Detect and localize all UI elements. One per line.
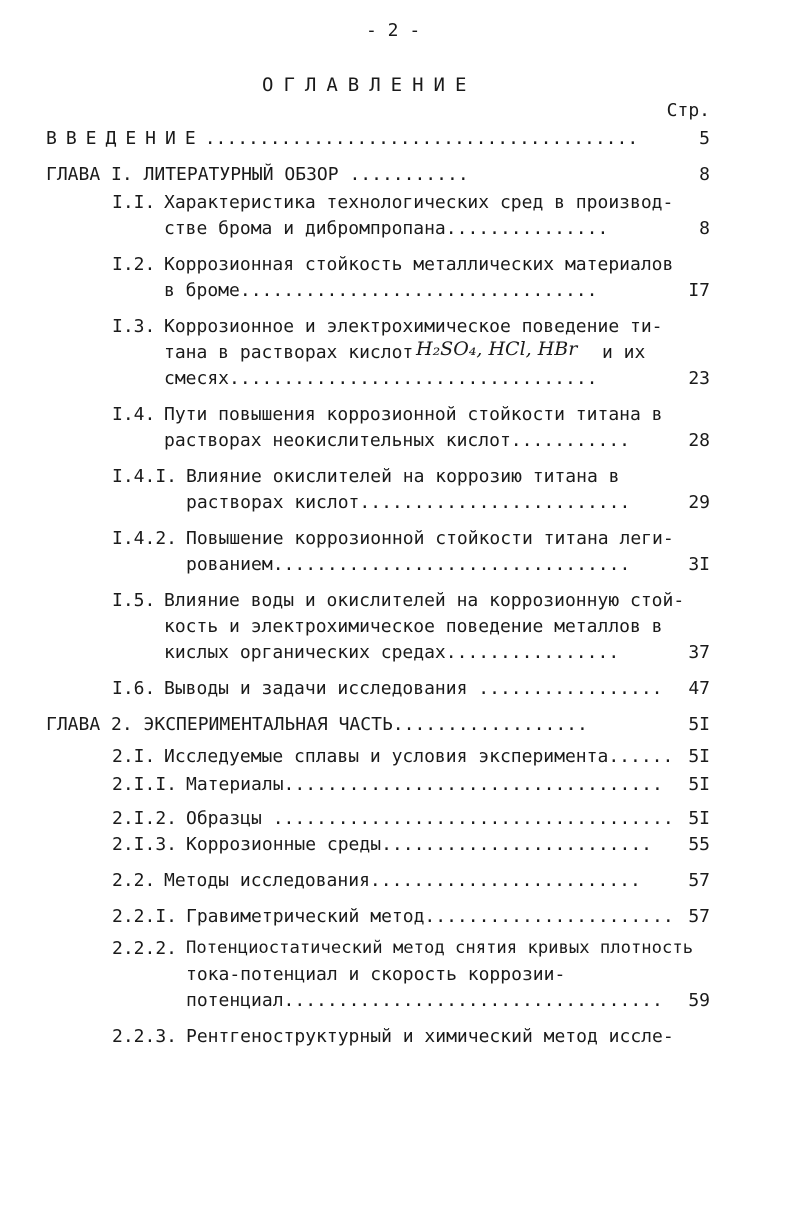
toc-leader-dots: ....................... (424, 906, 674, 927)
toc-leader-dots: ................ (445, 642, 620, 663)
handwritten-acid-formula: H₂SO₄, HCl, HBr (416, 338, 578, 360)
toc-entry-line[interactable]: в броме................................. (164, 280, 598, 301)
toc-page-number: 28 (688, 430, 710, 451)
toc-entry-line[interactable]: Исследуемые сплавы и условия эксперимента...... (164, 746, 674, 767)
toc-page-number: 5I (688, 774, 710, 795)
toc-page-number: 47 (688, 678, 710, 699)
toc-leader-dots: ................................... (283, 990, 663, 1011)
toc-leader-dots: .................................. (229, 368, 598, 389)
toc-entry-number: I.2. (112, 254, 156, 275)
toc-entry-line[interactable]: Пути повышения коррозионной стойкости титана в (164, 404, 663, 425)
toc-entry-line[interactable]: Коррозионные среды......................... (186, 834, 653, 855)
toc-entry-line[interactable]: Гравиметрический метод....................... (186, 906, 674, 927)
toc-leader-dots: ................................... (283, 774, 663, 795)
toc-entry-number: 2.I. (112, 746, 156, 767)
toc-entry-number: I.6. (112, 678, 156, 699)
toc-entry-line[interactable]: Потенциостатический метод снятия кривых плотность (186, 938, 694, 958)
toc-entry-introduction[interactable] (46, 128, 638, 149)
toc-entry-line[interactable]: растворах кислот......................... (186, 492, 631, 513)
toc-entry-line[interactable]: тана в растворах кислот (164, 342, 414, 363)
toc-leader-dots: ...... (608, 746, 674, 767)
toc-entry-line[interactable]: Выводы и задачи исследования ................. (164, 678, 663, 699)
toc-leader-dots: ........... (510, 430, 630, 451)
toc-entry-line[interactable]: Влияние окислителей на коррозию титана в (186, 466, 620, 487)
toc-entry-line[interactable]: стве брома и дибромпропана............... (164, 218, 609, 239)
toc-leader-dots: ......................... (359, 492, 631, 513)
toc-entry-line[interactable]: кость и электрохимическое поведение металлов в (164, 616, 663, 637)
toc-entry-label: ГЛАВА 2. ЭКСПЕРИМЕНТАЛЬНАЯ ЧАСТЬ (46, 714, 393, 735)
toc-leader-dots: ................................. (239, 280, 598, 301)
toc-entry-line: и их (602, 342, 646, 363)
toc-page-number: 29 (688, 492, 710, 513)
toc-entry-number: 2.2.I. (112, 906, 178, 927)
toc-entry-line[interactable]: Коррозионная стойкость металлических материалов (164, 254, 674, 275)
toc-page-number: 5I (688, 808, 710, 829)
toc-entry-line[interactable]: растворах неокислительных кислот........... (164, 430, 630, 451)
pages-column-header: Стр. (666, 100, 710, 121)
page-title: ОГЛАВЛЕНИЕ (262, 74, 477, 96)
toc-entry-line[interactable]: смесях.................................. (164, 368, 598, 389)
toc-entry-line[interactable]: тока-потенциал и скорость коррозии- (186, 964, 566, 985)
toc-leader-dots: ............... (445, 218, 609, 239)
toc-leader-dots: ................. (478, 678, 663, 699)
toc-entry-number: 2.I.I. (112, 774, 178, 795)
toc-page-number: 3I (688, 554, 710, 575)
toc-entry-line[interactable]: Материалы................................... (186, 774, 663, 795)
toc-entry-chapter-2[interactable] (46, 714, 588, 735)
toc-page-number: 37 (688, 642, 710, 663)
toc-entry-number: I.3. (112, 316, 156, 337)
toc-leader-dots: .................. (392, 714, 588, 735)
toc-page-number: 5I (688, 746, 710, 767)
toc-entry-label: ГЛАВА I. ЛИТЕРАТУРНЫЙ ОБЗОР (46, 164, 339, 185)
toc-entry-line[interactable]: Характеристика технологических сред в производ- (164, 192, 674, 213)
toc-entry-number: 2.2.3. (112, 1026, 178, 1047)
toc-page-number: 57 (688, 906, 710, 927)
toc-entry-number: I.5. (112, 590, 156, 611)
toc-page-number: I7 (688, 280, 710, 301)
toc-entry-number: I.4.I. (112, 466, 178, 487)
toc-entry-line[interactable]: Методы исследования......................... (164, 870, 641, 891)
toc-page-number: 8 (699, 218, 710, 239)
toc-entry-line[interactable]: кислых органических средах................ (164, 642, 620, 663)
toc-entry-number: 2.2.2. (112, 938, 178, 959)
toc-page-number: 23 (688, 368, 710, 389)
toc-leader-dots: ........... (349, 164, 469, 185)
toc-page-number: 59 (688, 990, 710, 1011)
toc-leader-dots: ........................................ (204, 128, 639, 149)
toc-leader-dots: ..................................... (272, 808, 674, 829)
toc-entry-line[interactable]: Образцы ..................................... (186, 808, 674, 829)
toc-page-number: 57 (688, 870, 710, 891)
toc-entry-chapter-1[interactable] (46, 164, 469, 185)
toc-entry-line[interactable]: Коррозионное и электрохимическое поведение ти- (164, 316, 663, 337)
toc-leader-dots: ......................... (369, 870, 641, 891)
page-number: - 2 - (366, 20, 421, 41)
toc-entry-number: I.4. (112, 404, 156, 425)
toc-entry-number: 2.I.3. (112, 834, 178, 855)
toc-entry-line[interactable]: потенциал................................... (186, 990, 663, 1011)
toc-page-number: 5I (688, 714, 710, 735)
toc-page-number: 5 (699, 128, 710, 149)
toc-entry-line[interactable]: Рентгеноструктурный и химический метод иссле- (186, 1026, 674, 1047)
toc-entry-number: I.I. (112, 192, 156, 213)
toc-entry-number: 2.2. (112, 870, 156, 891)
toc-entry-label: ВВЕДЕНИЕ (46, 128, 205, 149)
toc-entry-line[interactable]: Влияние воды и окислителей на коррозионную стой- (164, 590, 685, 611)
toc-leader-dots: ......................... (381, 834, 653, 855)
toc-page-number: 8 (699, 164, 710, 185)
toc-entry-number: I.4.2. (112, 528, 178, 549)
toc-entry-line[interactable]: Повышение коррозионной стойкости титана леги- (186, 528, 674, 549)
toc-entry-line[interactable]: рованием................................. (186, 554, 631, 575)
toc-leader-dots: ................................. (272, 554, 631, 575)
toc-page-number: 55 (688, 834, 710, 855)
toc-entry-number: 2.I.2. (112, 808, 178, 829)
